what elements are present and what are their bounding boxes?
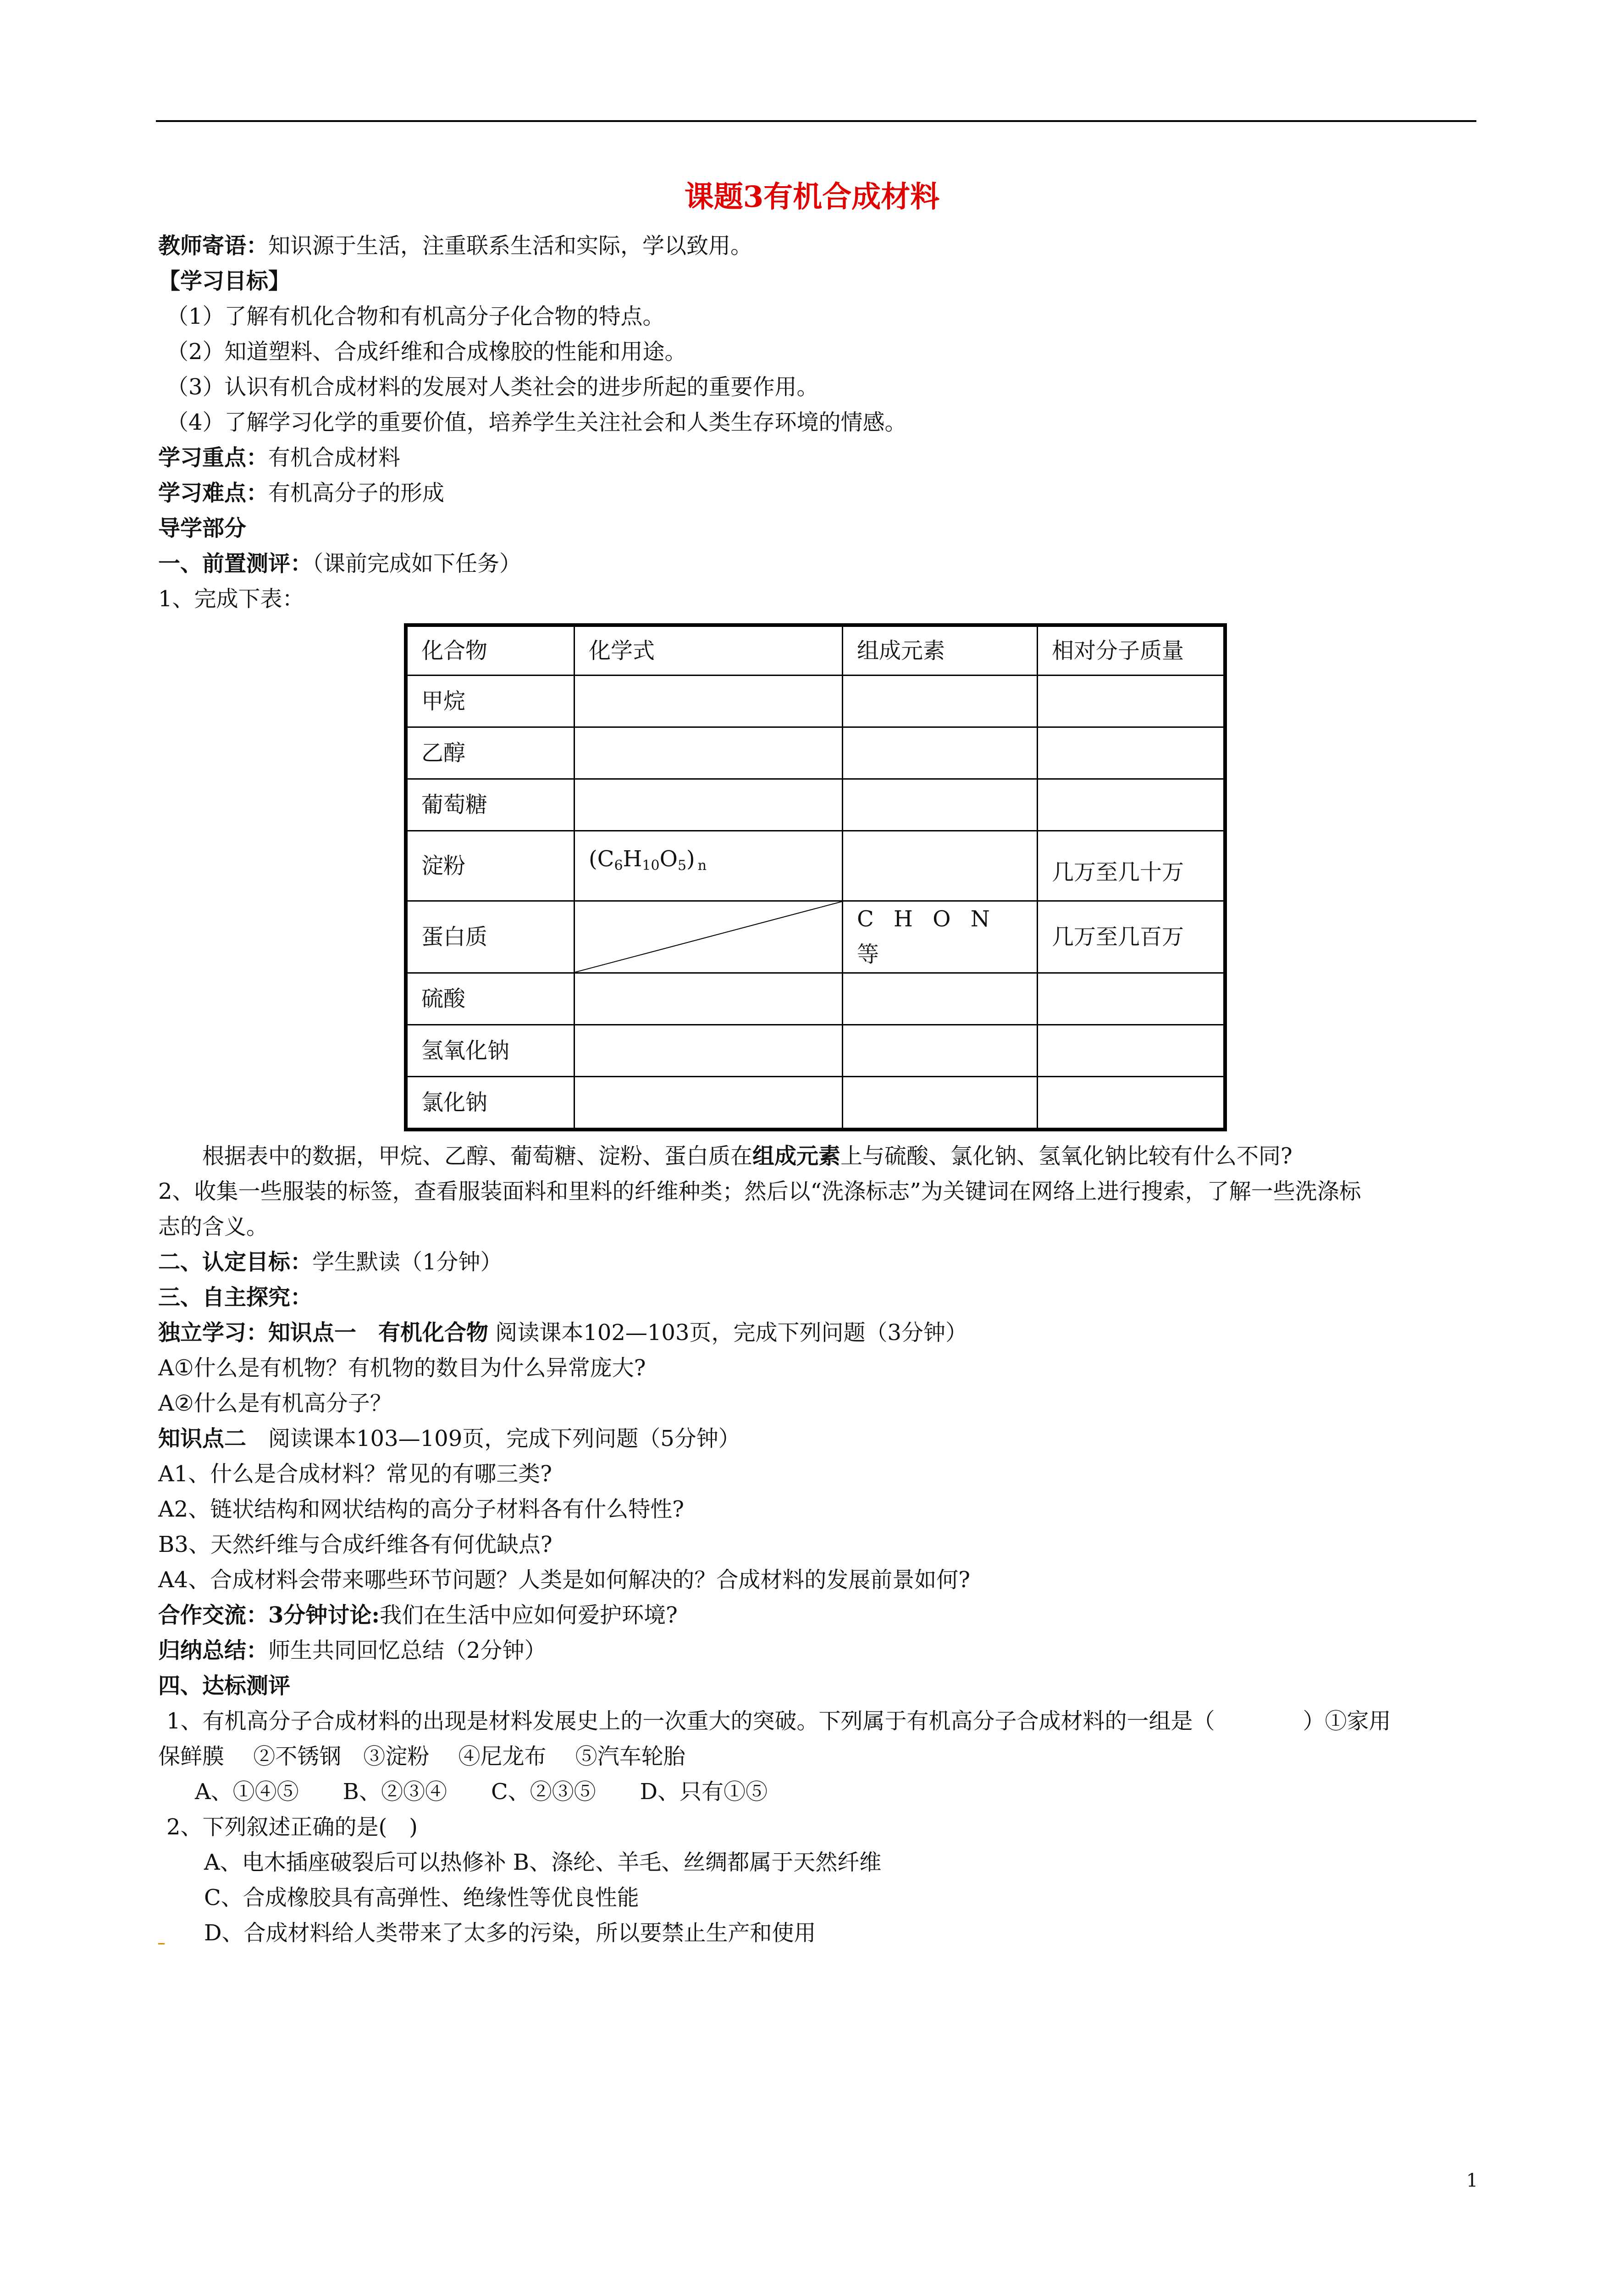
mass-cell: [1038, 779, 1226, 831]
elements-cell: [843, 1025, 1038, 1077]
diagonal-line: [575, 902, 842, 972]
goals-heading: 【学习目标】: [158, 268, 291, 294]
table-row: [406, 831, 1225, 901]
table-header-cell: 化合物: [406, 625, 574, 676]
question-2-option: A、电木插座破裂后可以热修补 B、涤纶、羊毛、丝绸都属于天然纤维: [204, 1850, 882, 1875]
goal-item: （4）了解学习化学的重要价值，培养学生关注社会和人类生存环境的情感。: [166, 410, 907, 435]
question-item: A1、什么是合成材料？常见的有哪三类?: [158, 1461, 552, 1487]
task-2-line: 志的含义。: [158, 1214, 269, 1240]
formula-subscript: 6: [614, 858, 623, 874]
question-item: A4、合成材料会带来哪些环节问题？人类是如何解决的？合成材料的发展前景如何?: [158, 1567, 970, 1593]
mass-cell: [1038, 1077, 1226, 1130]
focus: [158, 440, 1479, 476]
task-2-line: 2、收集一些服装的标签，查看服装面料和里料的纤维种类；然后以“洗涤标志”为关键词在网络上进行搜索，了解一些洗涤标: [158, 1179, 1361, 1204]
question-2: 2、下列叙述正确的是( ): [166, 1814, 418, 1840]
question-1-line: 1、有机高分子合成材料的出现是材料发展史上的一次重大的突破。下列属于有机高分子合成材料的一组是（ ）①家用: [166, 1708, 1391, 1734]
question-item: A①什么是有机物？有机物的数目为什么异常庞大?: [158, 1355, 646, 1381]
compound-name: 硫酸: [406, 973, 574, 1025]
compound-name: 乙醇: [406, 727, 574, 779]
table-row: [406, 901, 1225, 973]
elements-cell: [843, 779, 1038, 831]
table-header-row: [406, 625, 1225, 676]
knowledge-point-1: [158, 1315, 1479, 1351]
paragraph-text: 根据表中的数据，甲烷、乙醇、葡萄糖、淀粉、蛋白质在: [202, 1143, 753, 1169]
section-2: [158, 1245, 1479, 1280]
mass-cell: [1038, 676, 1226, 727]
teacher-message-text: 知识源于生活，注重联系生活和实际，学以致用。: [268, 233, 753, 259]
difficulty-text: 有机高分子的形成: [268, 480, 445, 506]
formula-cell: [574, 727, 843, 779]
compound-name: 葡萄糖: [406, 779, 574, 831]
elements-cell: [843, 973, 1038, 1025]
compound-name: 氢氧化钠: [406, 1025, 574, 1077]
mass-cell: [1038, 1025, 1226, 1077]
summary-label: 归纳总结：: [158, 1638, 269, 1663]
difficulty-label: 学习难点：: [158, 480, 269, 506]
goal-item: （3）认识有机合成材料的发展对人类社会的进步所起的重要作用。: [166, 374, 819, 400]
table-header-cell: 组成元素: [843, 625, 1038, 676]
compound-name: 蛋白质: [406, 901, 574, 973]
paragraph-emphasis: 组成元素: [752, 1143, 841, 1169]
question-item: B3、天然纤维与合成纤维各有何优缺点?: [158, 1532, 552, 1557]
diagonal-cell: [574, 901, 843, 973]
section-2-text: 学生默读（1分钟）: [312, 1249, 503, 1275]
formula-cell: [574, 1077, 843, 1130]
mass-cell: [1038, 727, 1226, 779]
elements-cell: [843, 727, 1038, 779]
section-1: [158, 546, 1479, 582]
table-row: [406, 973, 1225, 1025]
question-item: A②什么是有机高分子？: [158, 1390, 392, 1416]
formula-part: (C: [589, 846, 614, 872]
compound-table-wrapper: [404, 623, 1479, 1131]
question-2-option: C、合成橡胶具有高弹性、绝缘性等优良性能: [204, 1885, 639, 1911]
formula-cell: [574, 779, 843, 831]
formula-cell: [574, 973, 843, 1025]
formula-subscript: 10: [642, 858, 660, 874]
section-4: 四、达标测评: [158, 1673, 291, 1699]
goal-item: （1）了解有机化合物和有机高分子化合物的特点。: [166, 304, 665, 329]
coop-text: 我们在生活中应如何爱护环境?: [380, 1602, 678, 1628]
elements-cell: [843, 676, 1038, 727]
question-item: A2、链状结构和网状结构的高分子材料各有什么特性?: [158, 1496, 684, 1522]
elements-cell: [843, 831, 1038, 901]
difficulty: [158, 476, 1479, 511]
kp1-label: 独立学习：知识点一 有机化合物: [158, 1320, 489, 1346]
summary: [158, 1633, 1479, 1668]
cooperation: [158, 1598, 1479, 1633]
mass-cell: 几万至几百万: [1038, 901, 1226, 973]
kp2-label: 知识点二: [158, 1426, 247, 1451]
elements-cell: C H O N等: [843, 901, 1038, 973]
guide-heading: 导学部分: [158, 515, 247, 541]
goal-item: （2）知道塑料、合成纤维和合成橡胶的性能和用途。: [166, 339, 687, 365]
summary-text: 师生共同回忆总结（2分钟）: [268, 1638, 547, 1663]
table-row: [406, 1025, 1225, 1077]
focus-label: 学习重点：: [158, 445, 269, 471]
document-body: [158, 228, 1479, 1951]
kp1-text: 阅读课本102—103页，完成下列问题（3分钟）: [488, 1320, 968, 1346]
teacher-message-label: 教师寄语：: [158, 233, 269, 259]
starch-formula: [574, 831, 843, 901]
task-1: 1、完成下表：: [158, 586, 304, 612]
section-1-text: （课前完成如下任务）: [312, 551, 522, 576]
table-row: [406, 676, 1225, 727]
table-row: [406, 727, 1225, 779]
kp2-text: 阅读课本103—109页，完成下列问题（5分钟）: [246, 1426, 740, 1451]
focus-text: 有机合成材料: [268, 445, 401, 471]
teacher-message: [158, 228, 1479, 264]
table-row: [406, 779, 1225, 831]
question-paragraph: [158, 1139, 1479, 1174]
question-1-line: 保鲜膜 ②不锈钢 ③淀粉 ④尼龙布 ⑤汽车轮胎: [158, 1744, 685, 1769]
formula-subscript: n: [697, 858, 707, 874]
formula-part: ): [686, 846, 695, 872]
formula-subscript: 5: [677, 858, 687, 874]
knowledge-point-2: [158, 1421, 1479, 1457]
compound-name: 淀粉: [406, 831, 574, 901]
section-3: 三、自主探究：: [158, 1285, 313, 1310]
section-2-label: 二、认定目标：: [158, 1249, 313, 1275]
formula-cell: [574, 676, 843, 727]
formula-part: H: [623, 846, 642, 872]
formula-cell: [574, 1025, 843, 1077]
stray-mark: [158, 1943, 165, 1944]
section-1-label: 一、前置测评：: [158, 551, 313, 576]
question-2-option: D、合成材料给人类带来了太多的污染，所以要禁止生产和使用: [204, 1920, 816, 1946]
elements-cell: [843, 1077, 1038, 1130]
table-header-cell: 化学式: [574, 625, 843, 676]
table-header-cell: 相对分子质量: [1038, 625, 1226, 676]
compound-name: 甲烷: [406, 676, 574, 727]
question-1-options: A、①④⑤ B、②③④ C、②③⑤ D、只有①⑤: [195, 1779, 768, 1805]
page-number: 1: [1466, 2170, 1478, 2191]
coop-label: 合作交流：3分钟讨论:: [158, 1602, 380, 1628]
formula-part: O: [659, 846, 678, 872]
mass-cell: 几万至几十万: [1038, 831, 1226, 901]
paragraph-text: 上与硫酸、氯化钠、氢氧化钠比较有什么不同?: [840, 1143, 1293, 1169]
page-title: 课题3有机合成材料: [684, 180, 940, 214]
mass-cell: [1038, 973, 1226, 1025]
compound-name: 氯化钠: [406, 1077, 574, 1130]
compound-table: [404, 623, 1227, 1131]
top-rule: [156, 120, 1476, 122]
table-row: [406, 1077, 1225, 1130]
